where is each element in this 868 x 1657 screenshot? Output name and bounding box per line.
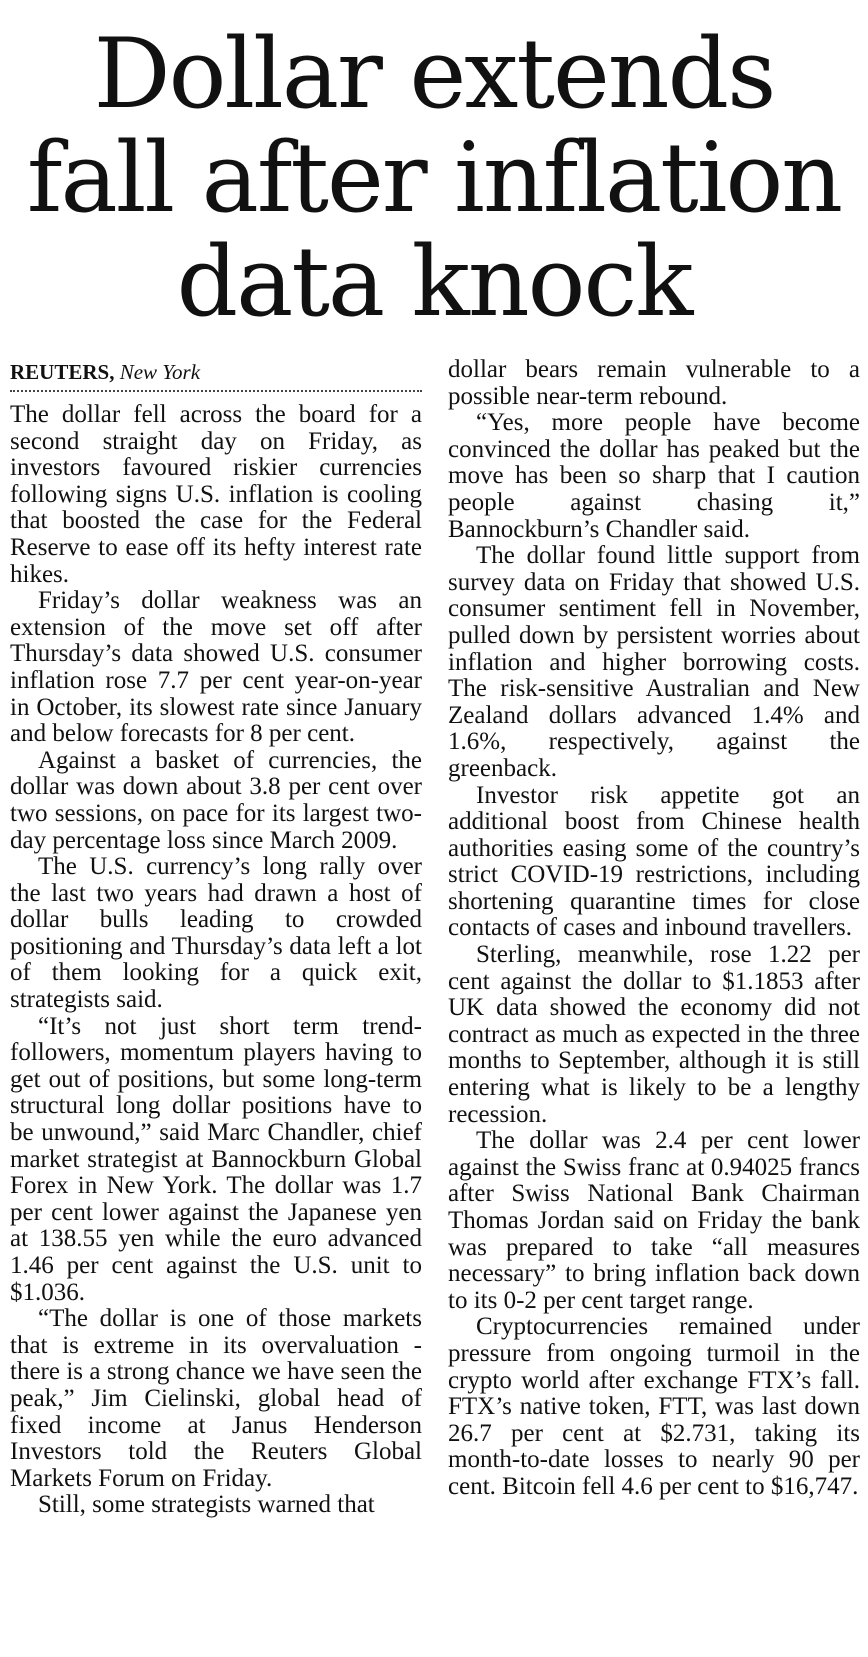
paragraph: The dollar fell across the board for a second straight day on Friday, as investors favoured riskier currencies following signs U.S. inflation is cooling that boosted the case for the Federal Reserve to ease off its hefty interest rate hikes. [10,401,422,588]
paragraph: Friday’s dollar weakness was an extension of the move set off after Thursday’s data showed U.S. consumer inflation rose 7.7 per cent year-on-year in October, its slowest rate since January and below forecasts for 8 per cent. [10,587,422,748]
byline-location: New York [119,360,201,384]
article-column-left [10,360,422,1519]
byline-agency: REUTERS, [10,360,115,384]
paragraph: Investor risk appetite got an additional boost from Chinese health authorities easing some of the country’s strict COVID-19 restrictions, including shortening quarantine times for close contacts of cases and inbound travellers. [448,781,860,942]
headline [0,18,868,338]
paragraph: Against a basket of currencies, the dollar was down about 3.8 per cent over two sessions, on pace for its largest two-day percentage loss since March 2009. [10,746,422,854]
headline-line: Dollar extends [93,18,775,130]
byline [10,360,422,392]
headline-line: data knock [176,226,692,338]
paragraph: The dollar was 2.4 per cent lower against the Swiss franc at 0.94025 francs after Swiss National Bank Chairman Thomas Jordan said on Friday the bank was prepared to take “all measures necessary” to bring inflation back down to its 0-2 per cent target range. [448,1127,860,1314]
article-column-right [448,357,860,1501]
paragraph: Still, some strategists warned that [38,1491,375,1519]
headline-line: fall after inflation [26,122,842,234]
paragraph: Sterling, meanwhile, rose 1.22 per cent against the dollar to $1.1853 after UK data showed the economy did not contract as much as expected in the three months to September, although it is still entering what is likely to be a lengthy recession. [448,941,860,1128]
paragraph: “Yes, more people have become convinced the dollar has peaked but the move has been so sharp that I caution people against chasing it,” Bannockburn’s Chandler said. [448,409,860,543]
paragraph: “The dollar is one of those markets that is extreme in its overvaluation - there is a strong chance we have seen the peak,” Jim Cielinski, global head of fixed income at Janus Henderson Investors told the Reuters Global Markets Forum on Friday. [10,1305,422,1492]
paragraph: “It’s not just short term trend-followers, momentum players having to get out of positions, but some long-term structural long dollar positions have to be unwound,” said Marc Chandler, chief market strategist at Bannockburn Global Forex in New York. The dollar was 1.7 per cent lower against the Japanese yen at 138.55 yen while the euro advanced 1.46 per cent against the U.S. unit to $1.036. [10,1012,422,1306]
paragraph: The U.S. currency’s long rally over the last two years had drawn a host of dollar bulls leading to crowded positioning and Thursday’s data left a lot of them looking for a quick exit, strategists said. [10,853,422,1014]
paragraph: Cryptocurrencies remained under pressure from ongoing turmoil in the crypto world after exchange FTX’s fall. FTX’s native token, FTT, was last down 26.7 per cent at $2.731, taking its month-to-date losses to nearly 90 per cent. Bitcoin fell 4.6 per cent to $16,747. [448,1313,860,1500]
paragraph: The dollar found little support from survey data on Friday that showed U.S. consumer sentiment fell in November, pulled down by persistent worries about inflation and higher borrowing costs. The risk-sensitive Australian and New Zealand dollars advanced 1.4% and 1.6%, respectively, against the greenback. [448,542,860,782]
paragraph: dollar bears remain vulnerable to a possible near-term rebound. [448,356,860,410]
